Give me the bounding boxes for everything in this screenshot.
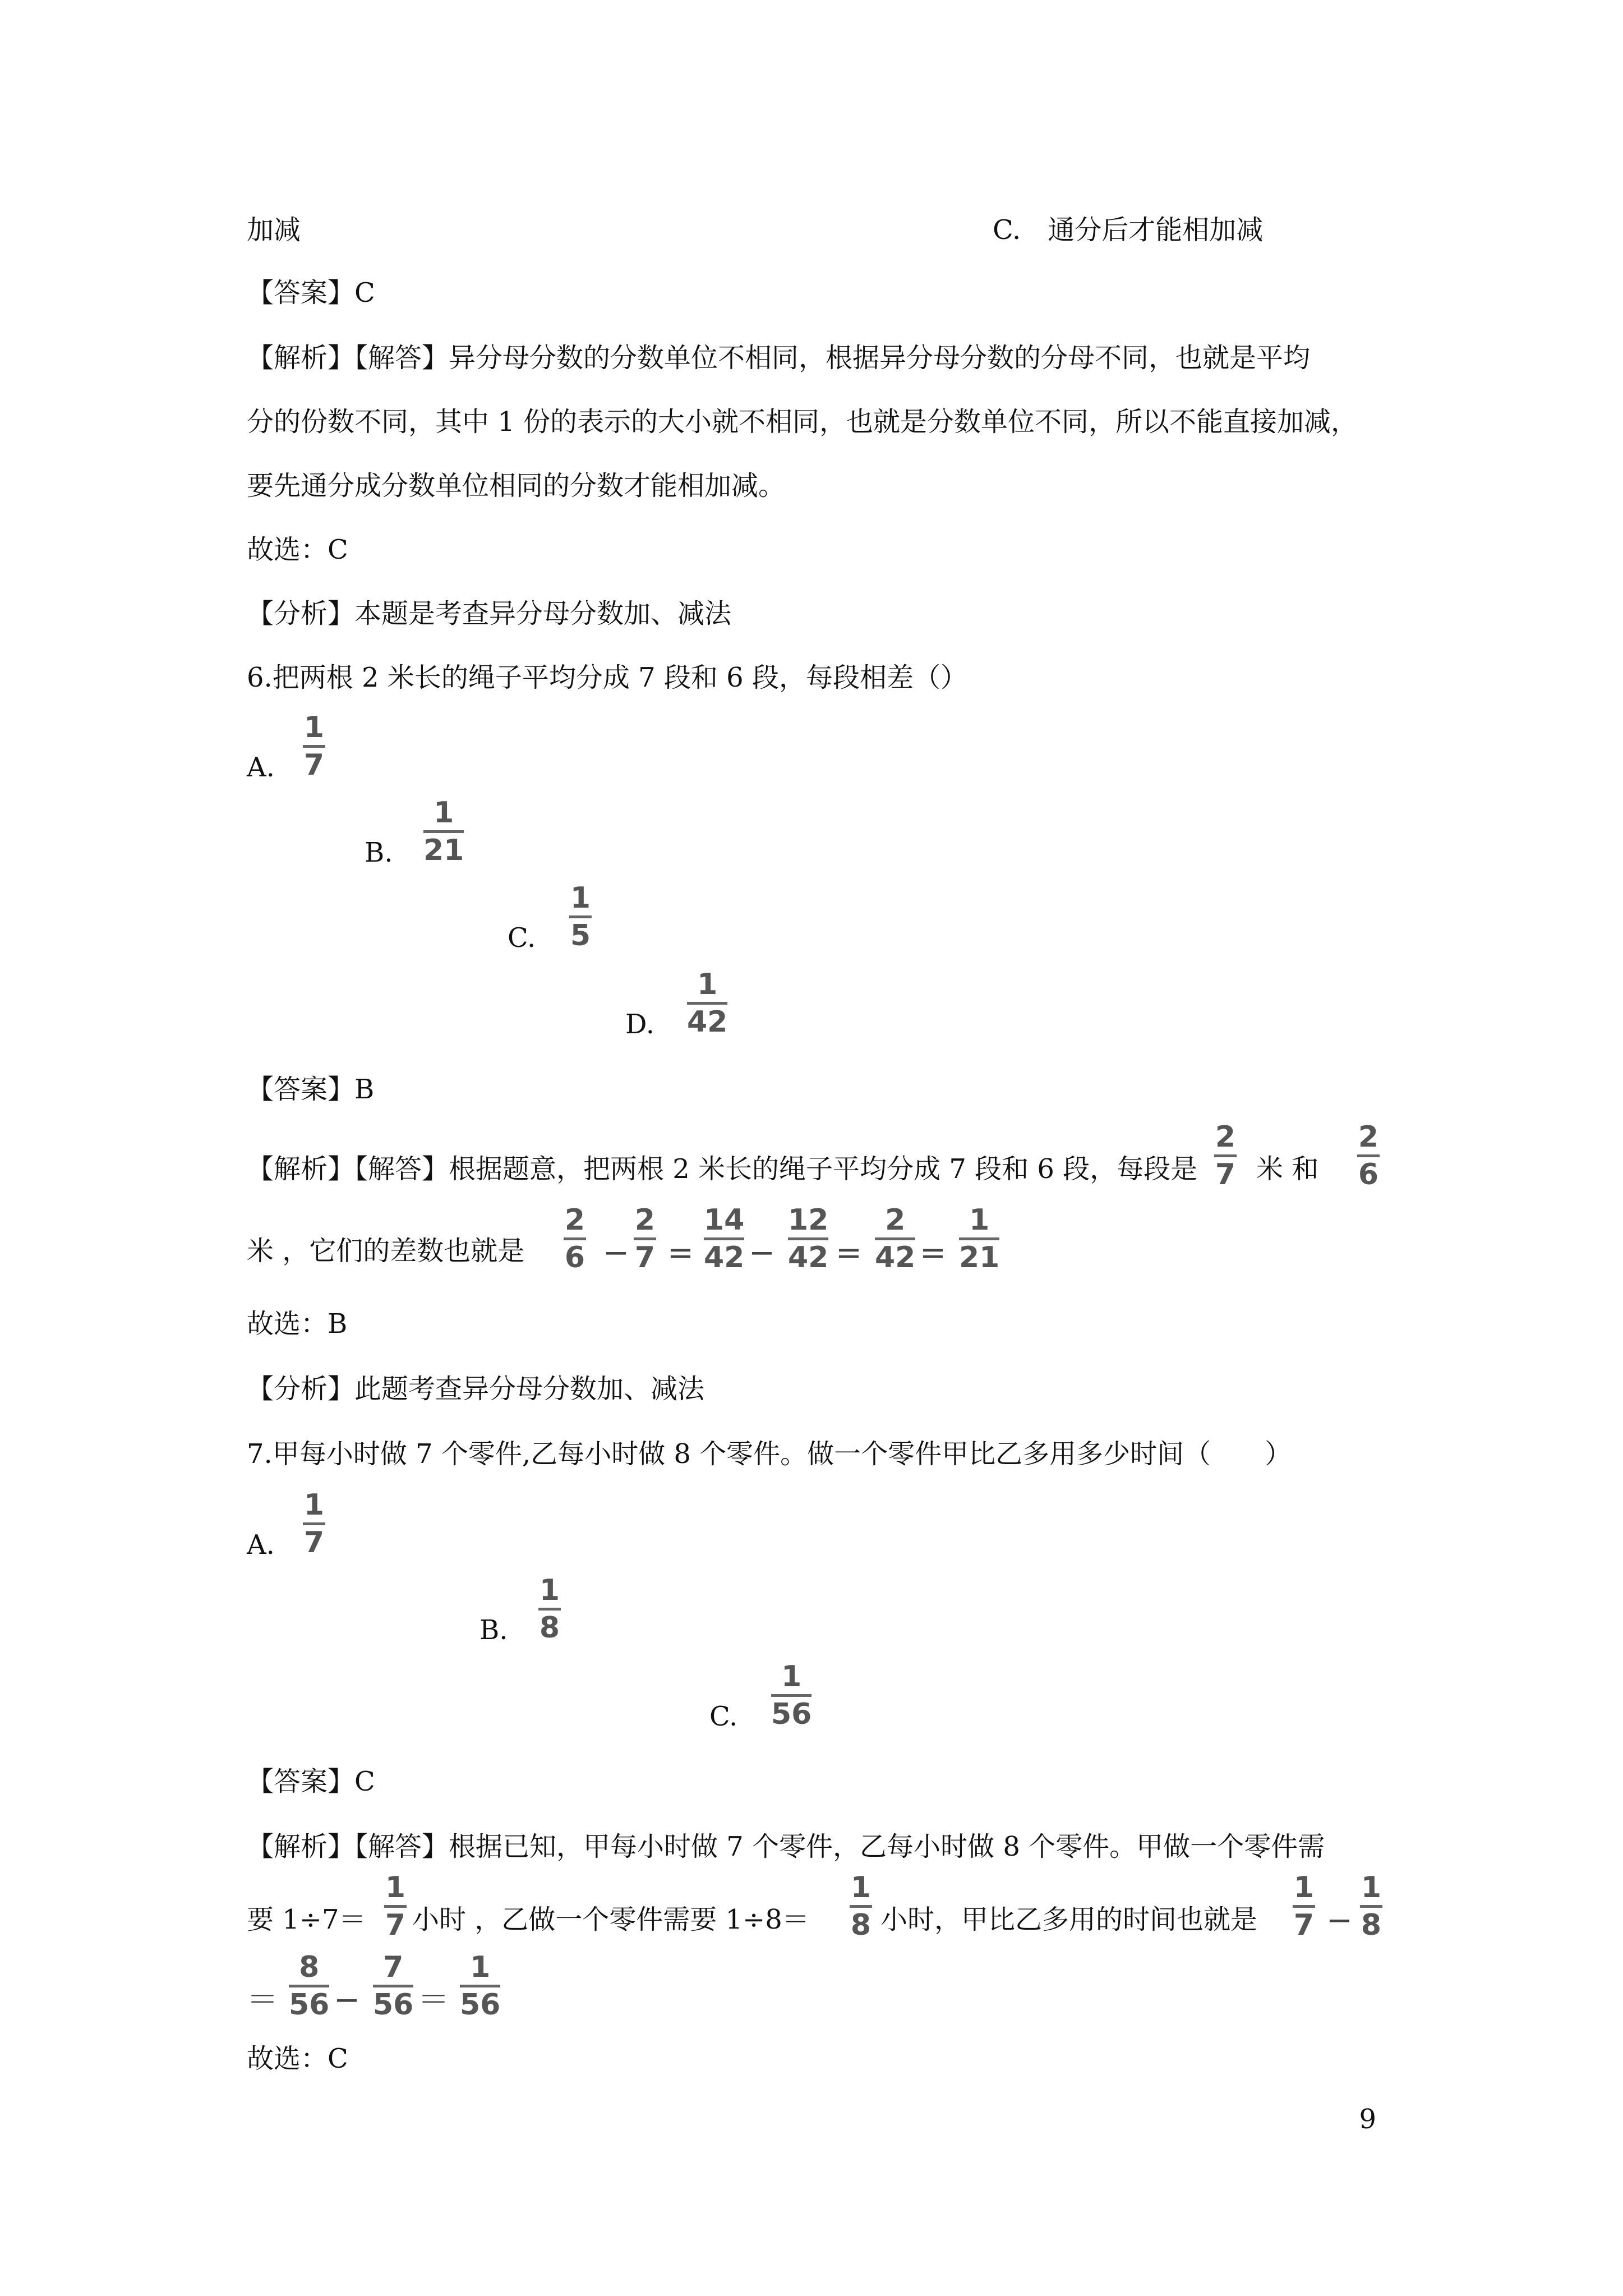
numerator: 2 (1215, 1120, 1236, 1154)
q6-fraction-2-6 (1357, 1121, 1380, 1191)
denominator: 5 (570, 919, 591, 953)
q7-analysis-part-c: 小时，甲比乙多用的时间也就是 (880, 1904, 1258, 1935)
denominator: 8 (539, 1611, 560, 1645)
numerator: 2 (634, 1203, 656, 1237)
q6-answer: 【答案】B (247, 1074, 375, 1105)
q7-op-equals: ＝ (418, 1982, 449, 2018)
numerator: 1 (697, 968, 718, 1001)
q7-op-minus-2: − (334, 1982, 360, 2018)
denominator: 6 (1358, 1158, 1379, 1191)
q6-expr-frac-5 (875, 1204, 915, 1274)
numerator: 2 (885, 1203, 906, 1237)
denominator: 42 (875, 1241, 916, 1274)
denominator: 56 (289, 1988, 330, 2022)
denominator: 56 (373, 1988, 414, 2022)
q5-analysis-line-1: 【解析】【解答】异分母分数的分数单位不相同，根据异分母分数的分母不同，也就是平均 (247, 342, 1311, 374)
q6-expr-frac-4 (788, 1204, 828, 1274)
q6-expr-op-3: − (749, 1235, 775, 1271)
q6-option-c-label: C. (508, 922, 536, 954)
numerator: 1 (470, 1950, 491, 1984)
q6-expr-frac-6 (959, 1204, 999, 1274)
q7-analysis-part-a: 要 1÷7＝ (247, 1904, 366, 1935)
q7-analysis-part-b: 小时 ，乙做一个零件需要 1÷8＝ (412, 1904, 809, 1935)
denominator: 7 (303, 1526, 325, 1559)
q7-option-c-label: C. (709, 1701, 738, 1732)
q6-expr-op-5: = (920, 1235, 946, 1271)
denominator: 8 (850, 1908, 872, 1942)
q5-choice: 故选：C (247, 534, 348, 565)
q6-option-b-label: B. (365, 837, 393, 868)
q7-question: 7.甲每小时做 7 个零件,乙每小时做 8 个零件。做一个零件甲比乙多用多少时间（ ） (247, 1438, 1292, 1470)
numerator: 1 (1361, 1871, 1382, 1904)
denominator: 42 (704, 1241, 745, 1274)
q5-review: 【分析】本题是考查异分母分数加、减法 (247, 598, 732, 629)
q6-option-d-label: D. (625, 1009, 655, 1040)
q6-analysis-line-2: 米 ，它们的差数也就是 (247, 1235, 525, 1267)
numerator: 2 (564, 1203, 585, 1237)
q7-choice: 故选：C (247, 2043, 348, 2074)
denominator: 21 (959, 1241, 1000, 1274)
q7-fraction-1-7-b (1293, 1871, 1315, 1941)
numerator: 1 (303, 1488, 325, 1522)
q7-option-a-label: A. (247, 1529, 275, 1561)
q7-fraction-1-7 (384, 1871, 407, 1941)
q6-expr-frac-3 (704, 1204, 744, 1274)
numerator: 1 (434, 796, 454, 830)
q7-option-b-fraction (538, 1574, 561, 1644)
numerator: 14 (704, 1203, 745, 1237)
numerator: 1 (539, 1573, 560, 1607)
denominator: 7 (385, 1908, 406, 1942)
denominator: 21 (423, 834, 464, 867)
numerator: 12 (788, 1203, 829, 1237)
q6-expr-op-2: = (667, 1235, 694, 1271)
q5-option-b-tail: 加减 (247, 214, 301, 246)
q7-analysis-line-1: 【解析】【解答】根据已知，甲每小时做 7 个零件，乙每小时做 8 个零件。甲做一个零件需 (247, 1831, 1325, 1862)
q6-unit-and: 米 和 (1256, 1153, 1319, 1185)
numerator: 1 (969, 1203, 990, 1237)
q6-fraction-2-7 (1214, 1121, 1237, 1191)
q6-option-d-fraction (687, 968, 727, 1038)
denominator: 7 (1293, 1908, 1315, 1942)
q6-expr-op-1: − (603, 1235, 629, 1271)
q6-expr-op-4: = (836, 1235, 862, 1271)
q7-fraction-8-56 (289, 1951, 329, 2021)
q6-question: 6.把两根 2 米长的绳子平均分成 7 段和 6 段，每段相差（） (247, 662, 967, 693)
q6-analysis-line-1: 【解析】【解答】根据题意，把两根 2 米长的绳子平均分成 7 段和 6 段，每段是 (247, 1153, 1198, 1185)
q5-option-c: C. 通分后才能相加减 (993, 214, 1264, 246)
q6-choice: 故选：B (247, 1308, 348, 1340)
q6-option-b-fraction (423, 797, 464, 867)
denominator: 56 (460, 1988, 501, 2022)
q6-review: 【分析】此题考查异分母分数加、减法 (247, 1373, 705, 1405)
q5-analysis-line-2: 分的份数不同，其中 1 份的表示的大小就不相同，也就是分数单位不同，所以不能直接加减， (247, 406, 1358, 438)
numerator: 1 (570, 881, 591, 915)
q5-answer: 【答案】C (247, 277, 375, 309)
q6-expr-frac-1 (564, 1204, 586, 1274)
numerator: 1 (781, 1660, 802, 1694)
numerator: 8 (299, 1950, 320, 1984)
numerator: 1 (1293, 1871, 1315, 1904)
q7-fraction-7-56 (373, 1951, 413, 2021)
q7-option-b-label: B. (479, 1614, 508, 1646)
numerator: 2 (1358, 1120, 1379, 1154)
q7-answer: 【答案】C (247, 1766, 375, 1797)
q7-fraction-1-8-b (1360, 1871, 1382, 1941)
denominator: 42 (687, 1005, 728, 1039)
q6-option-a-fraction (303, 711, 325, 781)
numerator: 1 (850, 1871, 872, 1904)
denominator: 7 (634, 1241, 656, 1274)
q5-analysis-line-3: 要先通分成分数单位相同的分数才能相加减。 (247, 470, 786, 501)
denominator: 6 (564, 1241, 585, 1274)
q7-option-c-fraction (771, 1660, 811, 1731)
q7-op-minus-1: − (1326, 1902, 1353, 1939)
denominator: 42 (788, 1241, 829, 1274)
numerator: 1 (303, 711, 325, 744)
q7-fraction-1-56 (460, 1951, 500, 2021)
denominator: 56 (771, 1697, 812, 1731)
numerator: 1 (385, 1871, 406, 1904)
q6-option-c-fraction (569, 882, 592, 952)
q6-expr-frac-2 (634, 1204, 656, 1274)
denominator: 7 (303, 748, 325, 782)
denominator: 7 (1215, 1158, 1236, 1191)
q7-eq-start: ＝ (247, 1982, 278, 2018)
q6-option-a-label: A. (247, 752, 275, 783)
denominator: 8 (1361, 1908, 1382, 1942)
numerator: 7 (383, 1950, 404, 1984)
q7-option-a-fraction (303, 1489, 325, 1559)
page-number: 9 (1359, 2104, 1376, 2135)
q7-fraction-1-8 (850, 1871, 872, 1941)
